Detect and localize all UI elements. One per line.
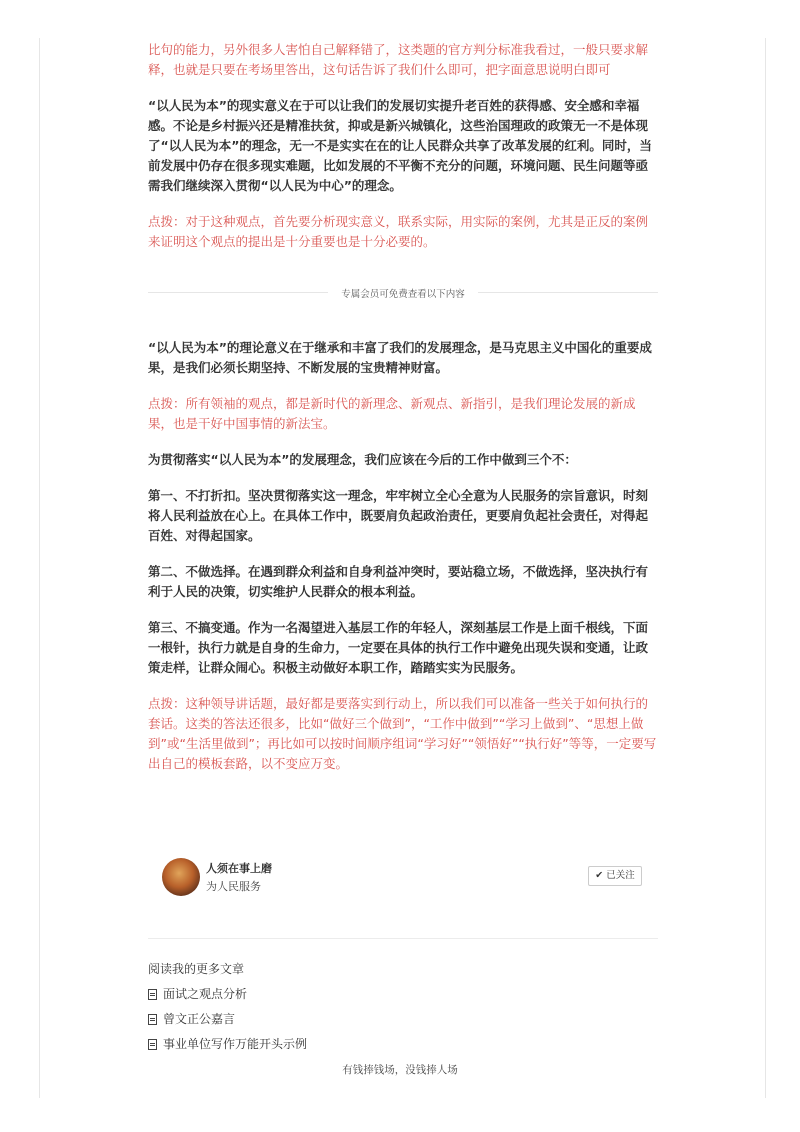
- article-link[interactable]: [148, 984, 658, 1004]
- author-card: [148, 858, 658, 898]
- divider-line: [478, 292, 658, 293]
- tip-paragraph: 点拨：所有领袖的观点，都是新时代的新理念、新观点、新指引，是我们理论发展的新成果，也是干好中国事情的新法宝。: [148, 396, 636, 431]
- divider-line: [148, 292, 328, 293]
- avatar[interactable]: [162, 858, 200, 896]
- article-link-label: 事业单位写作万能开头示例: [163, 1037, 308, 1051]
- article-content: [148, 40, 658, 1059]
- article-link[interactable]: [148, 1034, 658, 1054]
- author-name[interactable]: 人须在事上磨: [206, 862, 272, 875]
- author-description: 为人民服务: [206, 880, 261, 893]
- body-paragraph: 第二、不做选择。在遇到群众利益和自身利益冲突时，要站稳立场，不做选择，坚决执行有利于人民的决策，切实维护人民群众的根本利益。: [148, 564, 649, 599]
- body-paragraph: “以人民为本”的理论意义在于继承和丰富了我们的发展理念，是马克思主义中国化的重要成果，是我们必须长期坚持、不断发展的宝贵精神财富。: [148, 340, 652, 375]
- document-icon: [148, 1039, 157, 1050]
- more-articles-title: 阅读我的更多文章: [148, 962, 245, 976]
- body-paragraph: “以人民为本”的现实意义在于可以让我们的发展切实提升老百姓的获得感、安全感和幸福感。不论是乡村振兴还是精准扶贫，抑或是新兴城镇化，这些治国理政的政策无一不是体现了“以人民为本”的理念，无一不是实实在在的让人民群众共享了改革发展的红利。同时，当前发展中仍存在很多现实难题，比如发展的不平衡不充分的问题，环境问题、民生问题等亟需我们继续深入贯彻“以人民为中心”的理念。: [148, 98, 652, 193]
- body-paragraph: 第一、不打折扣。坚决贯彻落实这一理念，牢牢树立全心全意为人民服务的宗旨意识，时刻将人民利益放在心上。在具体工作中，既要肩负起政治责任，更要肩负起社会责任，对得起百姓、对得起国家。: [148, 488, 649, 543]
- tip-paragraph: 点拨：对于这种观点，首先要分析现实意义，联系实际，用实际的案例，尤其是正反的案例来证明这个观点的提出是十分重要也是十分必要的。: [148, 214, 649, 249]
- footer-slogan: 有钱捧钱场，没钱捧人场: [342, 1064, 458, 1076]
- member-divider: [148, 282, 658, 302]
- check-icon: ✔: [595, 870, 604, 881]
- follow-button-label: 已关注: [606, 870, 635, 881]
- tip-paragraph: 比句的能力，另外很多人害怕自己解释错了，这类题的官方判分标准我看过，一般只要求解释，也就是只要在考场里答出，这句话告诉了我们什么即可，把字面意思说明白即可: [148, 42, 649, 77]
- article-link-label: 面试之观点分析: [163, 987, 248, 1001]
- article-link-label: 曾文正公嘉言: [163, 1012, 236, 1026]
- document-icon: [148, 989, 157, 1000]
- member-divider-label: 专属会员可免费查看以下内容: [341, 289, 465, 300]
- document-icon: [148, 1014, 157, 1025]
- section-divider: [148, 938, 658, 939]
- tip-paragraph: 点拨：这种领导讲话题，最好都是要落实到行动上，所以我们可以准备一些关于如何执行的套话。这类的答法还很多，比如“做好三个做到”，“工作中做到”“学习上做到”、“思想上做到”或“生活里做到”；再比如可以按时间顺序组词“学习好”“领悟好”“执行好”等等，一定要写出自己的模板套路，以不变应万变。: [148, 696, 657, 771]
- body-paragraph: 为贯彻落实“以人民为本”的发展理念，我们应该在今后的工作中做到三个不：: [148, 452, 577, 467]
- follow-button[interactable]: [588, 866, 642, 886]
- article-link[interactable]: [148, 1009, 658, 1029]
- body-paragraph: 第三、不搞变通。作为一名渴望进入基层工作的年轻人，深刻基层工作是上面千根线，下面一根针，执行力就是自身的生命力，一定要在具体的执行工作中避免出现失误和变通，让政策走样，让群众闹心。积极主动做好本职工作，踏踏实实为民服务。: [148, 620, 649, 675]
